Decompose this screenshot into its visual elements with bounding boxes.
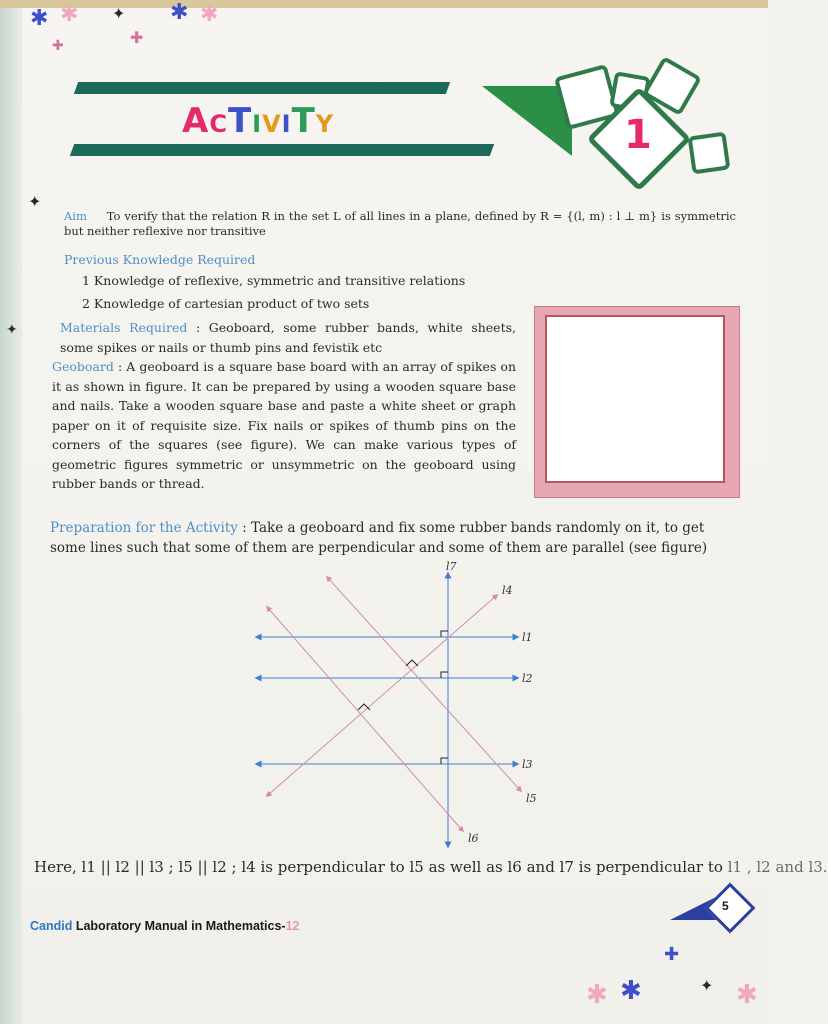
label-l1: l1 (522, 631, 533, 644)
conclusion-text (34, 858, 828, 876)
label-l3: l3 (522, 758, 533, 771)
star-decoration-icon: ✱ (736, 980, 758, 1010)
previous-knowledge-item: 1 Knowledge of reflexive, symmetric and transitive relations (82, 273, 466, 288)
label-l4: l4 (502, 584, 513, 597)
line-l5 (328, 578, 520, 790)
conclusion-tail: l1 , l2 and l3. (727, 858, 828, 876)
star-decoration-icon: ✦ (700, 976, 714, 995)
activity-number: 1 (624, 112, 652, 158)
materials-label: Materials Required (60, 320, 188, 335)
star-decoration-icon: ✱ (60, 2, 79, 27)
star-decoration-icon: ✦ (112, 4, 126, 23)
star-decoration-icon: ✦ (28, 192, 42, 211)
footer-book-title: Laboratory Manual in Mathematics- (72, 919, 286, 933)
label-l5: l5 (526, 792, 537, 805)
star-decoration-icon: ✚ (664, 944, 680, 965)
preparation-text: : Take a geoboard and fix some rubber bands randomly on it, to get some lines such that some of them are perpendicular and some of them are parallel (see figure) (50, 520, 708, 556)
star-decoration-icon: ✱ (30, 6, 49, 31)
star-decoration-icon: ✚ (52, 38, 64, 54)
activity-title: AcTiviTy (182, 101, 335, 141)
previous-knowledge-heading: Previous Knowledge Required (64, 252, 256, 267)
right-angle-mark (441, 631, 448, 637)
star-decoration-icon: ✦ (6, 322, 18, 338)
previous-knowledge-item: 2 Knowledge of cartesian product of two sets (82, 296, 370, 311)
page-number: 5 (722, 899, 729, 913)
right-angle-mark (441, 758, 448, 764)
aim-label: Aim (64, 209, 87, 223)
star-decoration-icon: ✱ (200, 2, 219, 27)
geoboard-label: Geoboard (52, 359, 114, 374)
materials-text: : Geoboard, some rubber bands, white sheets, some spikes or nails or thumb pins and fevistik etc (60, 320, 516, 355)
star-decoration-icon: ✱ (170, 0, 189, 25)
label-l7: l7 (446, 560, 457, 573)
geoboard-text: : A geoboard is a square base board with an array of spikes on it as shown in figure. It can be prepared by using a wooden square base and nails. Take a wooden square base and paste a white sheet or graph paper on it of requisite size. Fix nails or spikes of thumb pins on the corners of the squares (see figure). We can make various types of geometric figures symmetric or unsymmetric on the geoboard using rubber bands or thread. (52, 359, 517, 491)
footer-brand: Candid (30, 919, 73, 933)
right-angle-mark (441, 672, 448, 678)
label-l2: l2 (522, 672, 533, 685)
aim-text: To verify that the relation R in the set L of all lines in a plane, defined by R = {(l, m) : l ⊥ m} is symmetric but neither reflexive nor transitive (64, 209, 736, 238)
star-decoration-icon: ✱ (586, 980, 608, 1010)
conclusion-main: Here, l1 || l2 || l3 ; l5 || l2 ; l4 is perpendicular to l5 as well as l6 and l7 is perpendicular to (34, 858, 723, 876)
line-l6 (268, 608, 462, 830)
footer-title (30, 919, 300, 933)
label-l6: l6 (468, 832, 479, 845)
star-decoration-icon: ✱ (620, 976, 642, 1006)
star-decoration-icon: ✚ (130, 28, 144, 47)
footer-edition: 12 (285, 919, 300, 933)
line-l4 (268, 596, 496, 795)
preparation-label: Preparation for the Activity (50, 520, 238, 536)
